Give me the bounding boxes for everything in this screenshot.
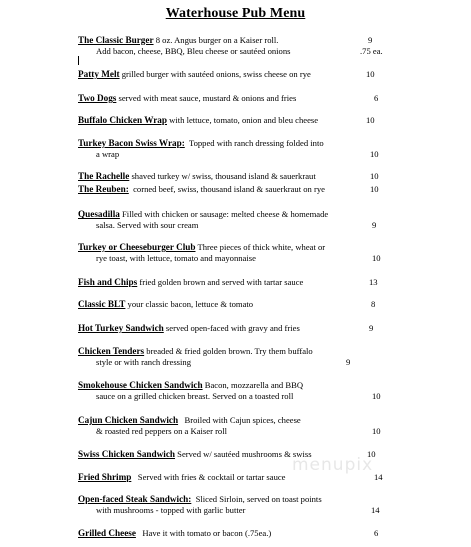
menu-item [78, 528, 388, 539]
menu-item-name: Grilled Cheese [78, 528, 136, 538]
menu-item-name: Quesadilla [78, 209, 120, 219]
menu-item-description: Served with fries & cocktail or tartar sauce [131, 472, 286, 482]
menu-item-name: Patty Melt [78, 69, 120, 79]
menu-item-description: Filled with chicken or sausage: melted cheese & homemade [119, 209, 329, 219]
menu-item-description: breaded & fried golden brown. Try them buffalo [144, 346, 313, 356]
menu-item-price: 10 [370, 171, 379, 181]
menu-item-line [78, 35, 388, 46]
menu-item-line [78, 138, 388, 149]
menu-item-price: 9 [368, 35, 373, 45]
menu-item-price: 9 [346, 357, 351, 367]
menu-item [78, 138, 388, 159]
watermark: menupix [292, 455, 374, 475]
menu-item-line [78, 93, 388, 104]
menu-item-line [78, 346, 388, 357]
menu-item-line [78, 323, 388, 334]
menu-item-addon-price: .75 ea. [360, 46, 383, 56]
menu-item [78, 69, 388, 80]
menu-item-description: Have it with tomato or bacon (.75ea.) [135, 528, 272, 538]
menu-item-line [78, 115, 388, 126]
menu-item-description-cont: & roasted red peppers on a Kaiser roll [96, 425, 228, 436]
menu-item [78, 299, 388, 310]
menu-item-price: 14 [374, 472, 383, 482]
menu-item-line [78, 69, 388, 80]
menu-item-description: Topped with ranch dressing folded into [184, 138, 324, 148]
menu-item-description: with lettuce, tomato, onion and bleu cheese [167, 115, 319, 125]
menu-item-line [78, 277, 388, 288]
menu-item-name: The Reuben: [78, 184, 129, 194]
menu-item [78, 346, 388, 367]
menu-item-line [78, 494, 388, 505]
menu-item-description: Three pieces of thick white, wheat or [195, 242, 326, 252]
menu-item-name: Fried Shrimp [78, 472, 132, 482]
menu-item-price: 8 [371, 299, 376, 309]
menu-item-price: 10 [372, 253, 381, 263]
menu-item-line [78, 184, 388, 195]
menu-item [78, 115, 388, 126]
menu-item-description-cont: Add bacon, cheese, BBQ, Bleu cheese or sautéed onions [96, 45, 291, 56]
menu-item-description: Served w/ sautéed mushrooms & swiss [175, 449, 312, 459]
menu-item [78, 415, 388, 436]
menu-item [78, 171, 388, 182]
menu-item-line [78, 299, 388, 310]
menu-item-price: 13 [369, 277, 378, 287]
menu-item-line [78, 415, 388, 426]
menu-item-price: 10 [366, 115, 375, 125]
menu-item-name: Two Dogs [78, 93, 117, 103]
menu-item-description-cont: style or with ranch dressing [96, 356, 191, 367]
menu-item-line [78, 242, 388, 253]
menu-item-description-cont: rye toast, with lettuce, tomato and mayonnaise [96, 252, 256, 263]
menu-item-price: 9 [372, 220, 377, 230]
menu-item-name: The Classic Burger [78, 35, 154, 45]
menu-item-description: served open-faced with gravy and fries [163, 323, 300, 333]
menu-item-line [78, 528, 388, 539]
menu-item-price: 14 [371, 505, 380, 515]
menu-item-description-cont: sauce on a grilled chicken breast. Served on a toasted roll [96, 390, 294, 401]
menu-item [78, 242, 388, 263]
menu-item-description: shaved turkey w/ swiss, thousand island & sauerkraut [129, 171, 316, 181]
menu-item-price: 10 [367, 449, 376, 459]
menu-item-line [78, 209, 388, 220]
menu-item-description: served with meat sauce, mustard & onions and fries [116, 93, 297, 103]
menu-item-line [78, 380, 388, 391]
menu-item-name: Classic BLT [78, 299, 126, 309]
menu-item-description-cont: with mushrooms - topped with garlic butter [96, 504, 246, 515]
menu-item-price: 10 [366, 69, 375, 79]
menu-item-description: 8 oz. Angus burger on a Kaiser roll. [153, 35, 279, 45]
menu-item-price: 10 [370, 184, 379, 194]
menu-item-price: 10 [372, 391, 381, 401]
menu-item-name: Cajun Chicken Sandwich [78, 415, 179, 425]
menu-item-name: Fish and Chips [78, 277, 138, 287]
menu-item [78, 209, 388, 230]
menu-title: Waterhouse Pub Menu [165, 6, 306, 21]
menu-item-name: The Rachelle [78, 171, 130, 181]
text-cursor [78, 56, 79, 65]
menu-item-description-cont: a wrap [96, 148, 120, 159]
menu-item-description: Broiled with Cajun spices, cheese [178, 415, 301, 425]
menu-item-name: Open-faced Steak Sandwich: [78, 494, 192, 504]
menu-item-name: Chicken Tenders [78, 346, 145, 356]
menu-item [78, 277, 388, 288]
menu-item [78, 93, 388, 104]
menu-item-name: Turkey Bacon Swiss Wrap: [78, 138, 185, 148]
menu-item-price: 9 [369, 323, 374, 333]
menu-item [78, 184, 388, 195]
menu-item [78, 323, 388, 334]
menu-item-price: 10 [372, 426, 381, 436]
menu-item-name: Hot Turkey Sandwich [78, 323, 164, 333]
menu-item-price: 10 [370, 149, 379, 159]
menu-item-description: fried golden brown and served with tartar sauce [137, 277, 304, 287]
menu-item-name: Swiss Chicken Sandwich [78, 449, 176, 459]
menu-item [78, 380, 388, 401]
menu-item-description: Bacon, mozzarella and BBQ [202, 380, 304, 390]
menu-item [78, 35, 388, 56]
menu-item-name: Buffalo Chicken Wrap [78, 115, 167, 125]
menu-item-description-cont: salsa. Served with sour cream [96, 219, 199, 230]
menu-item-description: Sliced Sirloin, served on toast points [191, 494, 322, 504]
menu-item-description: grilled burger with sautéed onions, swiss cheese on rye [119, 69, 311, 79]
menu-item-description: your classic bacon, lettuce & tomato [125, 299, 254, 309]
menu-item-description: corned beef, swiss, thousand island & sauerkraut on rye [128, 184, 325, 194]
menu-item-name: Smokehouse Chicken Sandwich [78, 380, 203, 390]
menu-item-price: 6 [374, 528, 379, 538]
menu-item-line [78, 171, 388, 182]
menu-item-price: 6 [374, 93, 379, 103]
menu-item [78, 494, 388, 515]
menu-item-name: Turkey or Cheeseburger Club [78, 242, 196, 252]
